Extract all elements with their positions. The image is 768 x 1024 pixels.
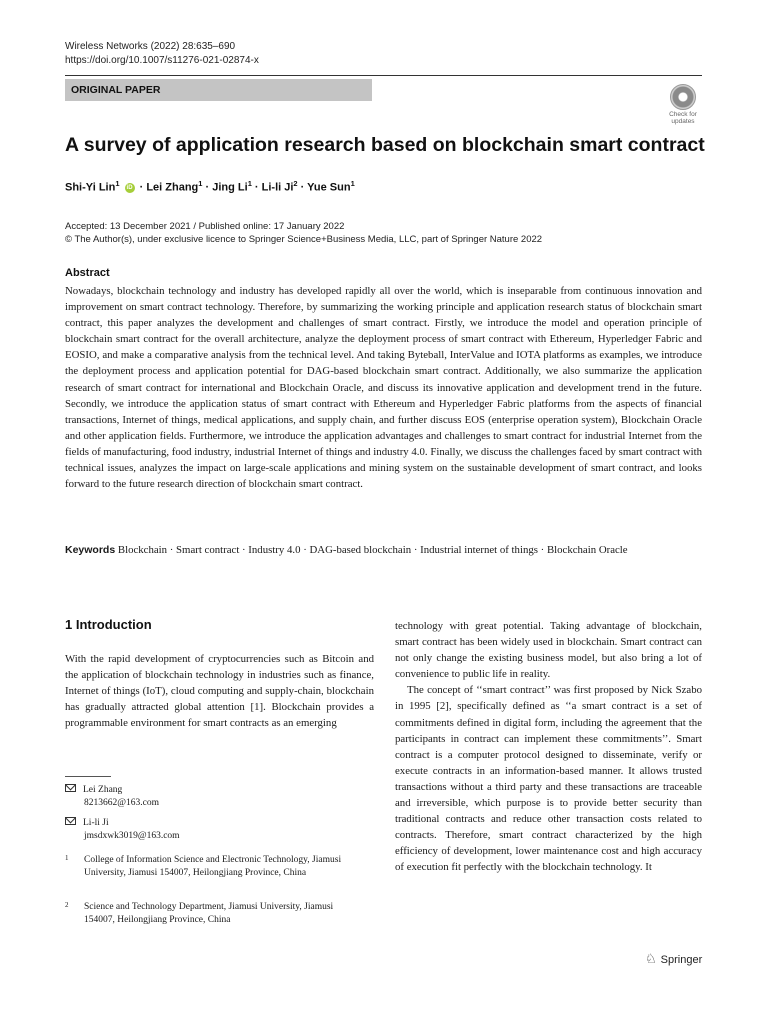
check-for-updates-badge[interactable] (664, 84, 702, 124)
corresponding-author-name: Li-li Ji (83, 818, 109, 828)
affiliation-marker: 2 (293, 179, 298, 188)
affiliation-marker: 1 (350, 179, 355, 188)
corresponding-author-1 (65, 784, 159, 810)
affiliation-1 (65, 854, 365, 880)
crossmark-icon (670, 84, 696, 110)
abstract-text: Nowadays, blockchain technology and industry has developed rapidly all over the world, which is inseparable from continuous innovation and improvement on smart contract technology. Therefore, by summarizing the working principle and application research status of blockchain smart contract, this paper analyzes the development and challenges of smart contract. Firstly, we introduce the model and operation principle of blockchain smart contract for the overall architecture, analyze the deployment process of smart contract with Ethereum, Hyperledger Fabric and EOSIO, and make a comparative analysis from the technical level. And taking Byteball, InterValue and IOTA platforms as examples, we introduce the deployment process and application potential for DAG-based blockchain smart contract. Additionally, we also summarize the application research of smart contract for international and Blockchain Oracle, and discuss its innovative application and development trend in the future. Secondly, we introduce the application status of smart contract with Ethereum and Hyperledger Fabric platforms from the aspects of financial transactions, Internet of things, medical applications, and supply chain, and further discuss EOS (enterprise operation system), Blockchain Oracle and other application fields. Furthermore, we introduce the application advantages and challenges to smart contract for industrial Internet from the fields of manufacturing, food industry, industrial Internet of things and industry 4.0. Finally, we discuss the challenges faced by smart contract with technical issues, analyzes the impact on large-scale applications and mining system on the sustainable development of smart contract, and looks forward to the future research direction of blockchain smart contract. (65, 285, 702, 491)
author-name[interactable]: Li-li Ji (261, 181, 294, 194)
envelope-icon (65, 784, 76, 792)
footnote-rule (65, 776, 111, 777)
affiliation-marker: 1 (115, 179, 120, 188)
journal-citation (65, 40, 259, 68)
publisher-logo (645, 951, 702, 967)
author-name[interactable]: Jing Li (212, 181, 248, 194)
paper-title: A survey of application research based on blockchain smart contract (65, 134, 705, 156)
journal-name: Wireless Networks (2022) 28:635–690 (65, 41, 236, 52)
header-rule (65, 75, 702, 76)
doi-link[interactable]: https://doi.org/10.1007/s11276-021-02874-x (65, 55, 259, 66)
affiliation-marker: 1 (198, 179, 203, 188)
author-name[interactable]: Shi-Yi Lin (65, 181, 116, 194)
corresponding-author-2 (65, 817, 180, 843)
affiliation-marker: 1 (247, 179, 252, 188)
affiliation-number: 1 (65, 854, 69, 862)
affiliation-text: College of Information Science and Electronic Technology, Jiamusi University, Jiamusi 154007, Heilongjiang Province, China (84, 855, 342, 878)
intro-paragraph-left: With the rapid development of cryptocurrencies such as Bitcoin and the application of blockchain technology in industries such as finance, Internet of things (IoT), cloud computing and supply-chain, blockchain has gradually attracted global attention [1]. Blockchain provides a programmable environment for smart contracts as an emerging (65, 653, 374, 730)
corresponding-author-name: Lei Zhang (83, 785, 123, 795)
envelope-icon (65, 817, 76, 825)
keywords-heading: Keywords (65, 544, 116, 556)
intro-paragraph-right-1: technology with great potential. Taking advantage of blockchain, smart contract has been widely used in blockchain. Smart contract can not only change the existing business model, but also bring a lot of convenience to public life in reality. (395, 620, 702, 681)
keywords-list: Blockchain · Smart contract · Industry 4.0 · DAG-based blockchain · Industrial internet of things · Blockchain Oracle (117, 544, 628, 556)
author-name[interactable]: Lei Zhang (146, 181, 199, 194)
right-column (395, 618, 702, 876)
keywords (65, 542, 702, 558)
affiliation-2 (65, 901, 365, 927)
copyright-notice: © The Author(s), under exclusive licence to Springer Science+Business Media, LLC, part of Springer Nature 2022 (65, 234, 543, 245)
author-list: Shi-Yi Lin$^1$ iD · Lei Zhang$^1$ · Jing $Li^1 \cdot Li-li$ $Ji^2$ · Yue Sun$^1$ (65, 179, 355, 194)
corresponding-author-email[interactable]: jmsdxwk3019@163.com (84, 831, 180, 841)
section-heading-introduction: 1 Introduction (65, 617, 152, 632)
publication-info (65, 220, 542, 246)
affiliation-number: 2 (65, 901, 69, 909)
publication-dates: Accepted: 13 December 2021 / Published online: 17 January 2022 (65, 221, 345, 232)
author-name[interactable]: Yue Sun (307, 181, 351, 194)
intro-paragraph-right-2: The concept of ‘‘smart contract’’ was first proposed by Nick Szabo in 1995 [2], specifically defined as ‘‘a smart contract is a set of commitments defined in digital form, including the agreement that the participants in contract can implement these commitments’’. Smart contract is a computer protocol designed to disseminate, verify or execute contracts in an information-based manner. It allows trusted transactions without a third party and these transactions are traceable and irreversible, which purpose is to provide better security than traditional contracts and reduce other transaction costs related to contracts. Therefore, smart contract characterized by the high efficiency of development, lower maintenance cost and high accuracy of execution fit perfectly with the blockchain technology. It (395, 684, 702, 874)
affiliation-text: Science and Technology Department, Jiamusi University, Jiamusi 154007, Heilongjiang Province, China (84, 902, 334, 925)
check-for-updates-label: Check for updates (669, 111, 697, 125)
paper-type-label: ORIGINAL PAPER (65, 79, 372, 101)
corresponding-author-email[interactable]: 8213662@163.com (84, 798, 159, 808)
publisher-name: Springer (660, 954, 703, 966)
orcid-icon[interactable]: iD (126, 184, 133, 191)
springer-horse-icon: ♘ (645, 951, 657, 966)
abstract-heading: Abstract (65, 267, 110, 279)
